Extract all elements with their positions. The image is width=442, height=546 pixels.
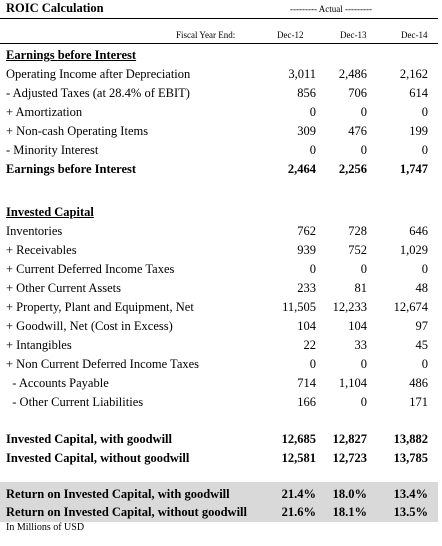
cell-value: 48 — [415, 281, 428, 295]
cell-value: 0 — [421, 143, 428, 157]
row-label: + Receivables — [6, 243, 77, 257]
cell-value: 166 — [297, 395, 316, 409]
cell-value: 21.4% — [281, 487, 316, 501]
section-heading: Earnings before Interest — [6, 48, 137, 62]
cell-value: 0 — [421, 262, 428, 276]
cell-value: 13.4% — [393, 487, 428, 501]
row-label: + Other Current Assets — [6, 281, 122, 295]
cell-value: 476 — [348, 124, 367, 138]
cell-value: 13,785 — [393, 451, 428, 465]
cell-value: 614 — [409, 86, 428, 100]
cell-value: 1,029 — [399, 243, 428, 257]
table-title: ROIC Calculation — [6, 1, 104, 15]
cell-value: 0 — [360, 262, 367, 276]
row-label: + Amortization — [6, 105, 83, 119]
cell-value: 939 — [297, 243, 316, 257]
cell-value: 81 — [354, 281, 367, 295]
cell-value: 762 — [297, 224, 316, 238]
cell-value: 104 — [297, 319, 316, 333]
section-heading: Invested Capital — [6, 205, 94, 219]
cell-value: 0 — [421, 105, 428, 119]
cell-value: 22 — [303, 338, 316, 352]
row-label: Earnings before Interest — [6, 162, 137, 176]
row-label: + Non Current Deferred Income Taxes — [6, 357, 200, 371]
cell-value: 1,747 — [399, 162, 428, 176]
cell-value: 0 — [360, 357, 367, 371]
cell-value: 12,827 — [332, 432, 367, 446]
table-row — [0, 65, 442, 83]
ic-heading-row — [0, 203, 442, 221]
ebi-heading-row — [0, 46, 442, 64]
cell-value: 714 — [297, 376, 316, 390]
cell-value: 11,505 — [282, 300, 316, 314]
cell-value: 13,882 — [393, 432, 428, 446]
cell-value: 12,674 — [393, 300, 428, 314]
table-row — [0, 336, 442, 354]
row-label: + Property, Plant and Equipment, Net — [6, 300, 194, 314]
cell-value: 0 — [360, 105, 367, 119]
cell-value: 0 — [309, 357, 316, 371]
row-label: - Accounts Payable — [6, 376, 109, 390]
row-label: Return on Invested Capital, with goodwill — [6, 487, 230, 501]
table-row — [0, 122, 442, 140]
footnote-row — [0, 521, 442, 535]
row-label: Inventories — [6, 224, 63, 238]
row-label: Return on Invested Capital, without goodwill — [6, 505, 247, 519]
cell-value: 233 — [297, 281, 316, 295]
cell-value: 1,104 — [338, 376, 367, 390]
table-row — [0, 298, 442, 316]
ebi-total-row — [0, 160, 442, 178]
cell-value: 2,464 — [287, 162, 316, 176]
roic-row — [0, 503, 442, 521]
row-label: Invested Capital, without goodwill — [6, 451, 190, 465]
table-row — [0, 374, 442, 392]
cell-value: 21.6% — [281, 505, 316, 519]
cell-value: 104 — [348, 319, 367, 333]
row-label: - Adjusted Taxes (at 28.4% of EBIT) — [6, 86, 190, 100]
cell-value: 18.0% — [332, 487, 367, 501]
period-header-3: Dec-14 — [401, 30, 428, 40]
cell-value: 18.1% — [332, 505, 367, 519]
table-row — [0, 355, 442, 373]
table-row — [0, 222, 442, 240]
row-label: Invested Capital, with goodwill — [6, 432, 172, 446]
cell-value: 12,685 — [281, 432, 316, 446]
row-label: + Intangibles — [6, 338, 72, 352]
table-row — [0, 241, 442, 259]
cell-value: 2,162 — [399, 67, 428, 81]
cell-value: 309 — [297, 124, 316, 138]
actual-banner: --------- Actual --------- — [290, 4, 372, 14]
cell-value: 0 — [309, 262, 316, 276]
cell-value: 45 — [415, 338, 428, 352]
cell-value: 0 — [421, 357, 428, 371]
table-row — [0, 103, 442, 121]
cell-value: 3,011 — [288, 67, 316, 81]
fiscal-year-label: Fiscal Year End: — [176, 30, 236, 40]
table-row — [0, 84, 442, 102]
cell-value: 752 — [348, 243, 367, 257]
table-row — [0, 141, 442, 159]
ic-total-row — [0, 449, 442, 467]
cell-value: 12,581 — [281, 451, 316, 465]
cell-value: 0 — [309, 143, 316, 157]
cell-value: 33 — [354, 338, 367, 352]
row-label: + Goodwill, Net (Cost in Excess) — [6, 319, 173, 333]
table-row — [0, 279, 442, 297]
cell-value: 12,233 — [332, 300, 367, 314]
title-bar — [0, 0, 438, 19]
cell-value: 0 — [309, 105, 316, 119]
cell-value: 199 — [409, 124, 428, 138]
ic-total-row — [0, 430, 442, 448]
cell-value: 486 — [409, 376, 428, 390]
header-rule — [0, 43, 438, 44]
row-label: + Non-cash Operating Items — [6, 124, 149, 138]
cell-value: 2,486 — [338, 67, 367, 81]
table-row — [0, 317, 442, 335]
cell-value: 2,256 — [338, 162, 367, 176]
cell-value: 856 — [297, 86, 316, 100]
period-header-1: Dec-12 — [277, 30, 304, 40]
row-label: Operating Income after Depreciation — [6, 67, 191, 81]
cell-value: 13.5% — [393, 505, 428, 519]
cell-value: 0 — [360, 143, 367, 157]
cell-value: 0 — [360, 395, 367, 409]
period-header-2: Dec-13 — [340, 30, 367, 40]
row-label: + Current Deferred Income Taxes — [6, 262, 175, 276]
cell-value: 171 — [409, 395, 428, 409]
cell-value: 646 — [409, 224, 428, 238]
table-row — [0, 260, 442, 278]
footnote: In Millions of USD — [6, 522, 85, 533]
row-label: - Minority Interest — [6, 143, 99, 157]
cell-value: 728 — [348, 224, 367, 238]
table-row — [0, 393, 442, 411]
row-label: - Other Current Liabilities — [6, 395, 144, 409]
cell-value: 12,723 — [332, 451, 367, 465]
cell-value: 97 — [415, 319, 428, 333]
roic-row — [0, 485, 442, 503]
cell-value: 706 — [348, 86, 367, 100]
